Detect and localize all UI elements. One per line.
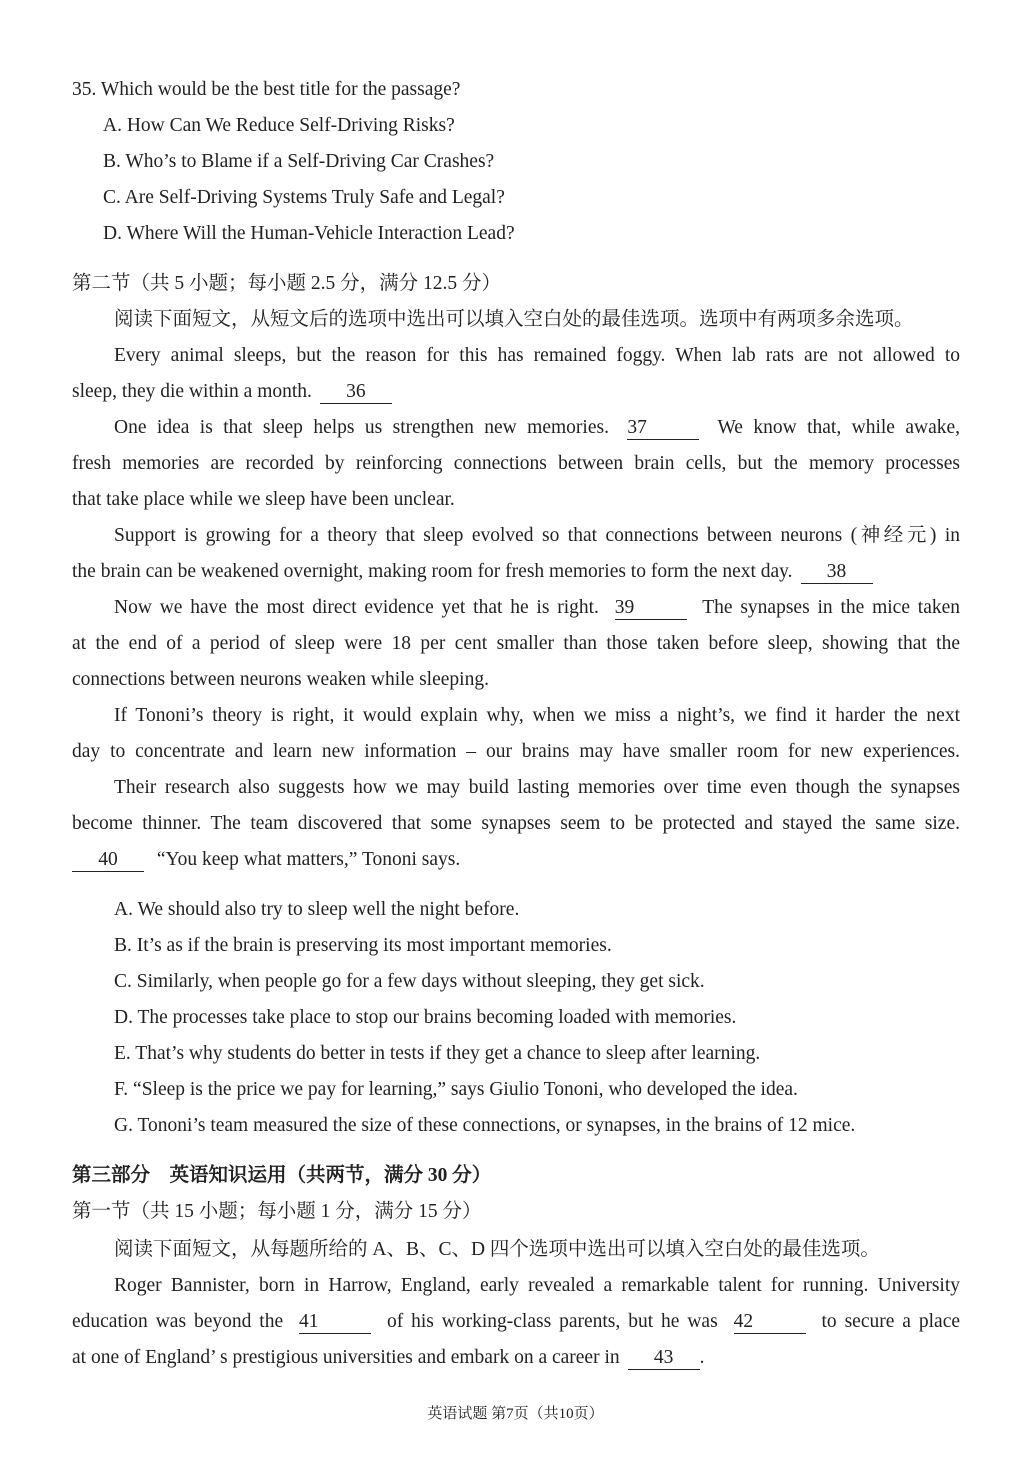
passage-line: day to concentrate and learn new information – our brains may have smaller room for new experiences.	[72, 741, 960, 762]
option-d: D. The processes take place to stop our brains becoming loaded with memories.	[114, 1007, 737, 1028]
passage-line: at the end of a period of sleep were 18 per cent smaller than those taken before sleep, showing that the	[72, 633, 960, 654]
blank-43: 43	[628, 1347, 700, 1370]
passage-text: Now we have the most direct evidence yet that he is right.	[114, 597, 599, 618]
part-3-heading: 第三部分 英语知识运用（共两节，满分 30 分）	[72, 1165, 492, 1186]
blank-41: 41	[299, 1311, 371, 1334]
blank-39: 39	[615, 597, 687, 620]
passage-line	[72, 554, 960, 590]
passage-text: We know that, while awake,	[717, 417, 960, 438]
passage-text: of his working-class parents, but he was	[386, 1311, 718, 1332]
option-a: A. We should also try to sleep well the night before.	[114, 899, 520, 920]
option-b: B. It’s as if the brain is preserving its most important memories.	[114, 935, 612, 956]
section-1-instruction: 阅读下面短文，从每题所给的 A、B、C、D 四个选项中选出可以填入空白处的最佳选项。	[114, 1239, 880, 1260]
option-f: F. “Sleep is the price we pay for learning,” says Giulio Tononi, who developed the idea.	[114, 1079, 798, 1100]
passage-line: connections between neurons weaken while sleeping.	[72, 669, 489, 690]
passage-text: at one of England’ s prestigious universities and embark on a career in	[72, 1347, 620, 1368]
passage-line: that take place while we sleep have been unclear.	[72, 489, 455, 510]
blank-36: 36	[320, 381, 392, 404]
option-d: D. Where Will the Human-Vehicle Interaction Lead?	[103, 223, 515, 244]
passage-line	[72, 410, 960, 446]
option-a: A. How Can We Reduce Self-Driving Risks?	[103, 115, 455, 136]
option-b: B. Who’s to Blame if a Self-Driving Car Crashes?	[103, 151, 495, 172]
passage-line	[72, 590, 960, 626]
passage-text: .	[699, 1347, 705, 1368]
passage-line: Support is growing for a theory that sleep evolved so that connections between neurons (神经元) in	[114, 525, 960, 546]
passage-line: If Tononi’s theory is right, it would explain why, when we miss a night’s, we find it harder the next	[114, 705, 960, 726]
exam-page	[72, 72, 960, 1376]
passage-text: the brain can be weakened overnight, making room for fresh memories to form the next day.	[72, 561, 793, 582]
passage-line: become thinner. The team discovered that some synapses seem to be protected and stayed the same size.	[72, 813, 960, 834]
passage-text: One idea is that sleep helps us strengthen new memories.	[114, 417, 609, 438]
passage-line: Every animal sleeps, but the reason for this has remained foggy. When lab rats are not allowed to	[114, 345, 960, 366]
option-g: G. Tononi’s team measured the size of these connections, or synapses, in the brains of 12 mice.	[114, 1115, 856, 1136]
passage-text: to secure a place	[821, 1311, 960, 1332]
question-35: 35. Which would be the best title for the passage?	[72, 79, 461, 100]
passage-line	[72, 374, 960, 410]
passage-line: Roger Bannister, born in Harrow, England, early revealed a remarkable talent for running. University	[114, 1275, 960, 1296]
blank-37: 37	[627, 417, 699, 440]
section-1-heading: 第一节（共 15 小题；每小题 1 分，满分 15 分）	[72, 1201, 482, 1222]
option-e: E. That’s why students do better in tests if they get a chance to sleep after learning.	[114, 1043, 761, 1064]
section-2-heading: 第二节（共 5 小题；每小题 2.5 分，满分 12.5 分）	[72, 273, 502, 294]
passage-text: education was beyond the	[72, 1311, 284, 1332]
blank-38: 38	[801, 561, 873, 584]
passage-text: “You keep what matters,” Tononi says.	[156, 849, 461, 870]
passage-line	[72, 1304, 960, 1340]
passage-text: The synapses in the mice taken	[702, 597, 960, 618]
passage-line: Their research also suggests how we may build lasting memories over time even though the synapses	[114, 777, 960, 798]
passage-line: fresh memories are recorded by reinforcing connections between brain cells, but the memory processes	[72, 453, 960, 474]
passage-text: sleep, they die within a month.	[72, 381, 312, 402]
page-footer: 英语试题 第7页（共10页）	[427, 1406, 604, 1422]
blank-42: 42	[734, 1311, 806, 1334]
passage-line	[72, 1340, 960, 1376]
section-2-instruction: 阅读下面短文，从短文后的选项中选出可以填入空白处的最佳选项。选项中有两项多余选项。	[114, 309, 914, 330]
option-c: C. Similarly, when people go for a few days without sleeping, they get sick.	[114, 971, 705, 992]
option-c: C. Are Self-Driving Systems Truly Safe and Legal?	[103, 187, 505, 208]
passage-line	[72, 842, 960, 878]
blank-40: 40	[72, 849, 144, 872]
